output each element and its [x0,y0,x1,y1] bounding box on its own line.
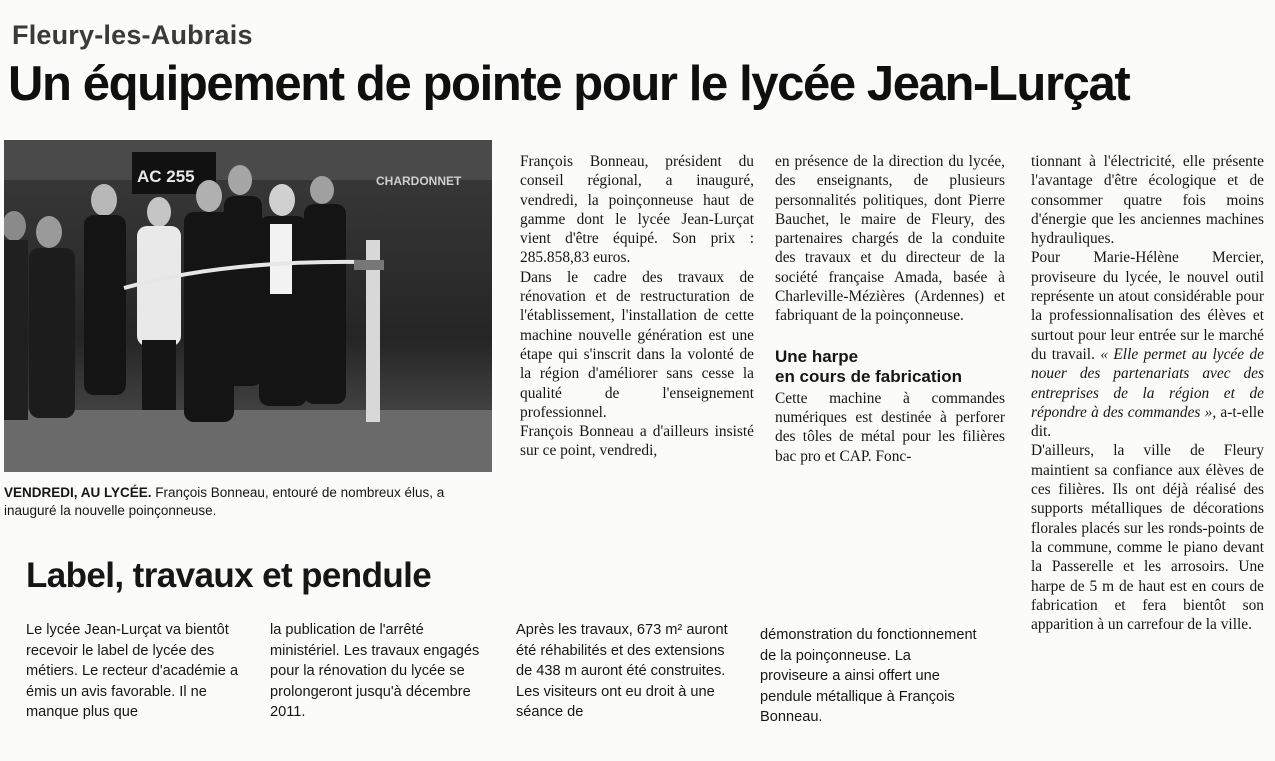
paragraph: démonstration du fonctionnement de la poinçonneuse. La proviseure a ainsi offert une pendule métallique à François Bonneau. [760,627,977,725]
paragraph: D'ailleurs, la ville de Fleury maintient sa confiance aux élèves de ces filières. Ils ont déjà réalisé des supports métalliques de décorations florales placés sur les ronds-points de la commune, comme le piano devant la Passerelle et les arrosoirs. Une harpe de 5 m de haut est en cours de fabrication et fera bientôt son apparition à un carrefour de la ville. [1031,442,1264,634]
subheading-line: Une harpe [775,346,859,366]
article-column-1 [520,152,754,461]
box-column-2 [270,620,485,723]
caption-text: François Bonneau, entouré de nombreux élus, a inauguré la nouvelle poinçonneuse. [4,485,445,518]
article-column-2 [775,152,1005,466]
subheading-line: en cours de fabrication [775,366,963,386]
paragraph: Dans le cadre des travaux de rénovation et de restructuration de l'établissement, l'installation de cette machine nouvelle génération est une étape qui s'inscrit dans la volonté de la région d'améliorer sans cesse la qualité de l'enseignement professionnel. [520,268,754,421]
quote: « Elle permet au lycée de nouer des partenariats avec des entreprises de la région et de répondre à des commandes » [1031,345,1264,421]
box-column-4 [760,625,980,728]
inauguration-photo [4,140,492,472]
paragraph: en présence de la direction du lycée, des enseignants, de plusieurs personnalités politiques, dont Pierre Bauchet, le maire de Fleury, des partenaires chargés de la conduite des travaux et du directeur de la société française Amada, basée à Charleville-Mézières (Ardennes) et fabriquant de la poinçonneuse. [775,153,1005,325]
photo-illustration [4,140,492,472]
text: , a-t-elle dit. [1031,403,1264,441]
machine-sign: AC 255 [137,167,195,186]
paragraph: François Bonneau a d'ailleurs insisté sur ce point, vendredi, [520,423,754,460]
paragraph: Le lycée Jean-Lurçat va bientôt recevoir le label de lycée des métiers. Le recteur d'académie a émis un avis favorable. Il ne manque plus que [26,622,239,720]
article-column-3 [1031,152,1264,634]
paragraph: Cette machine à commandes numériques est destinée à perforer des tôles de métal pour les filières bac pro et CAP. Fonc- [775,389,1005,465]
paragraph: François Bonneau, président du conseil régional, a inauguré, vendredi, la poinçonneuse haut de gamme dont le lycée Jean-Lurçat vient d'être équipé. Son prix : 285.858,83 euros. [520,153,754,267]
paragraph: Après les travaux, 673 m² auront été réhabilités et des extensions de 438 m auront été construites. Les visiteurs ont eu droit à une séance de [516,622,728,720]
paragraph: tionnant à l'électricité, elle présente l'avantage d'être écologique et de consommer quatre fois moins d'énergie que les anciennes machines hydrauliques. [1031,153,1264,248]
box-column-3 [516,620,731,723]
box-title: Label, travaux et pendule [26,556,432,595]
box-column-1 [26,620,246,723]
paragraph: la publication de l'arrêté ministériel. Les travaux engagés pour la rénovation du lycée se prolongeront jusqu'à décembre 2011. [270,622,480,720]
paragraph [1031,248,1264,441]
headline: Un équipement de pointe pour le lycée Jean-Lurçat [8,57,1130,111]
machine-banner: CHARDONNET [376,174,462,188]
subheading [775,347,1005,387]
kicker-location: Fleury-les-Aubrais [12,20,253,50]
text: Pour Marie-Hélène Mercier, proviseure du lycée, le nouvel outil représente un atout considérable pour la professionnalisation des élèves et surtout pour leur entrée sur le marché du travail. [1031,249,1264,363]
caption-lead: VENDREDI, AU LYCÉE. [4,485,152,500]
photo-caption [4,484,496,519]
